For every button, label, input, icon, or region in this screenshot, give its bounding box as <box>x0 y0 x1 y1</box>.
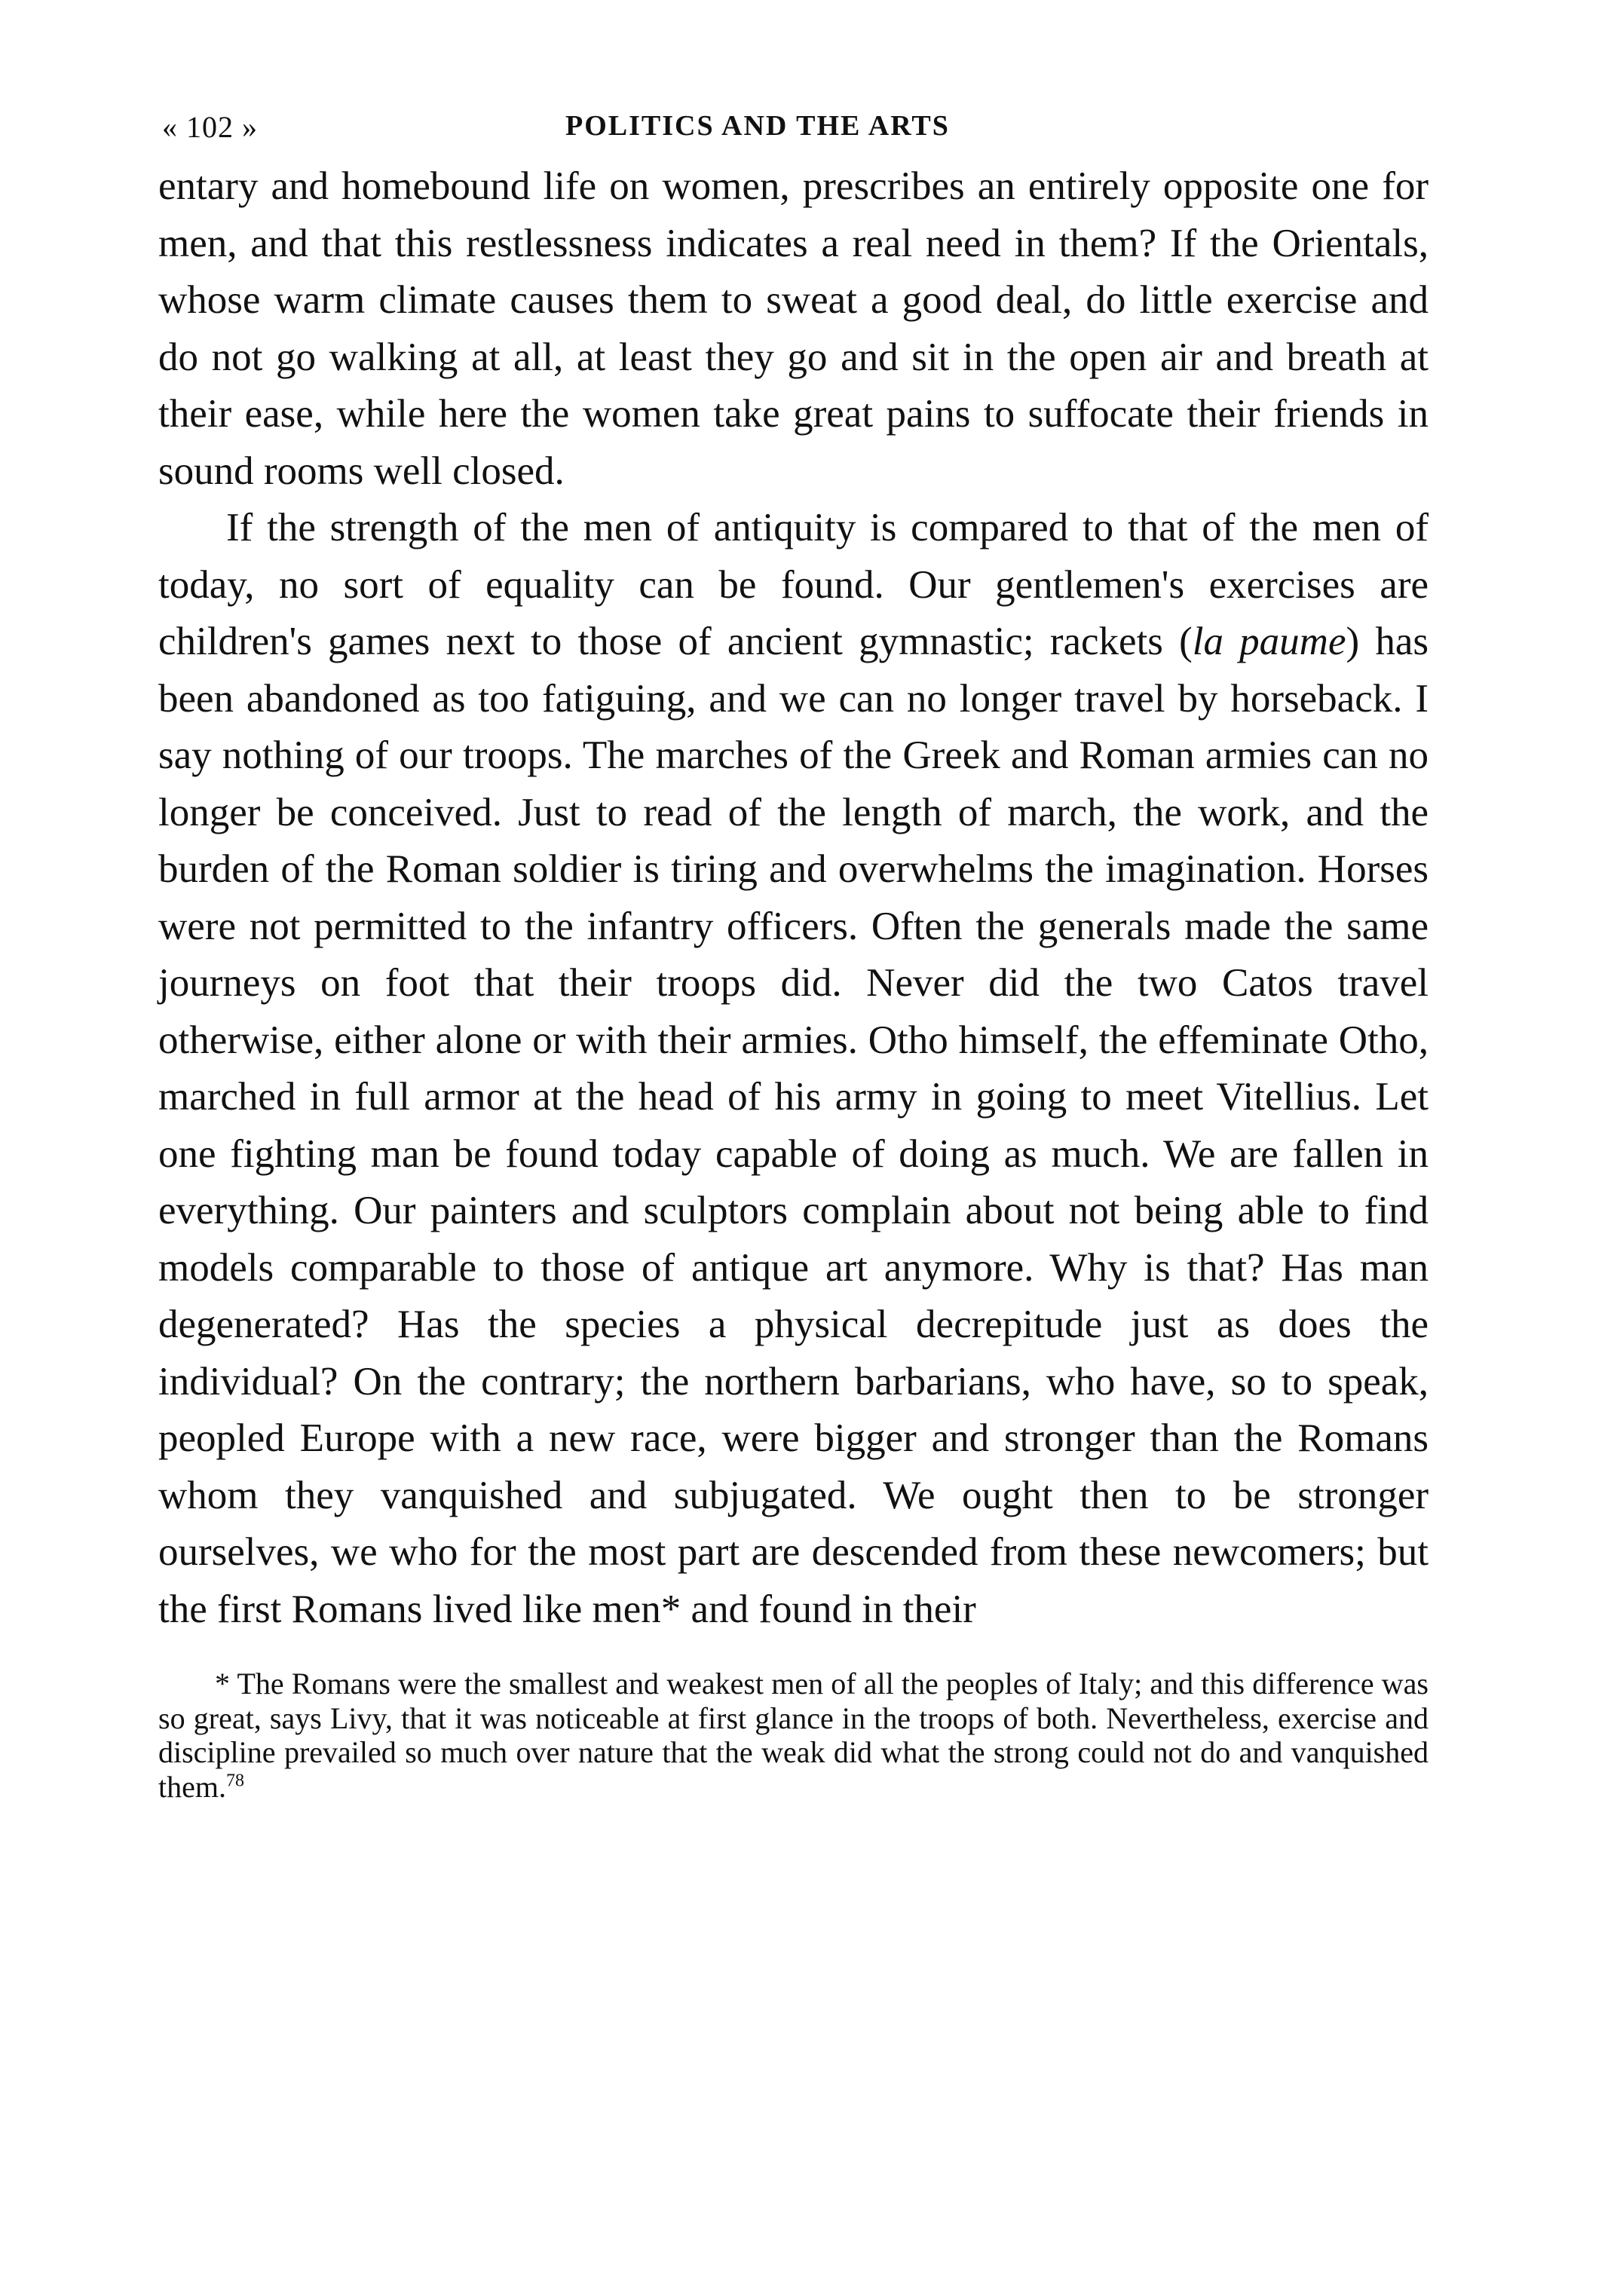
footnote-reference-number: 78 <box>225 1771 244 1791</box>
paragraph-2-text-start: If the strength of the men of antiquity is compared to that of the men of today, no sort of equality can be found. Our gentlemen's exercises are children's games next to those of ancient gymnastic; rackets ( <box>158 506 1429 663</box>
body-text <box>158 158 1429 1638</box>
paragraph-2-text-end: ) has been abandoned as too fatiguing, and we can no longer travel by horseback. I say nothing of our troops. The marches of the Greek and Roman armies can no longer be conceived. Just to read of the length of march, the work, and the burden of the Roman soldier is tiring and overwhelms the imagination. Horses were not permitted to the infantry officers. Often the generals made the same journeys on foot that their troops did. Never did the two Catos travel otherwise, either alone or with their armies. Otho himself, the effeminate Otho, marched in full armor at the head of his army in going to meet Vitellius. Let one fighting man be found today capable of doing as much. We are fallen in everything. Our painters and sculptors complain about not being able to find models comparable to those of antique art anymore. Why is that? Has man degenerated? Has the species a physical decrepitude just as does the individual? On the contrary; the northern barbarians, who have, so to speak, peopled Europe with a new race, were bigger and stronger than the Romans whom they vanquished and subjugated. We ought then to be stronger ourselves, we who for the most part are descended from these newcomers; but the first Romans lived like men* and found in their <box>158 620 1429 1631</box>
book-page <box>158 98 1429 1804</box>
footnote-text: * The Romans were the smallest and weakest men of all the peoples of Italy; and this difference was so great, says Livy, that it was noticeable at first glance in the troops of both. Nevertheless, exercise and discipline prevailed so much over nature that the weak did what the strong could not do and vanquished them. <box>158 1667 1429 1804</box>
paragraph-1: entary and homebound life on women, prescribes an entirely opposite one for men, and that this restlessness indicates a real need in them? If the Orientals, whose warm climate causes them to sweat a good deal, do little exercise and do not go walking at all, at least they go and sit in the open air and breath at their ease, while here the women take great pains to suffocate their friends in sound rooms well closed. <box>158 164 1429 493</box>
paragraph-2-italic-term: la paume <box>1192 620 1346 663</box>
page-number: « 102 » <box>162 110 258 144</box>
running-header <box>158 98 1429 158</box>
footnote <box>158 1667 1429 1804</box>
running-title: POLITICS AND THE ARTS <box>565 110 950 142</box>
paragraph-2 <box>158 500 1429 1638</box>
